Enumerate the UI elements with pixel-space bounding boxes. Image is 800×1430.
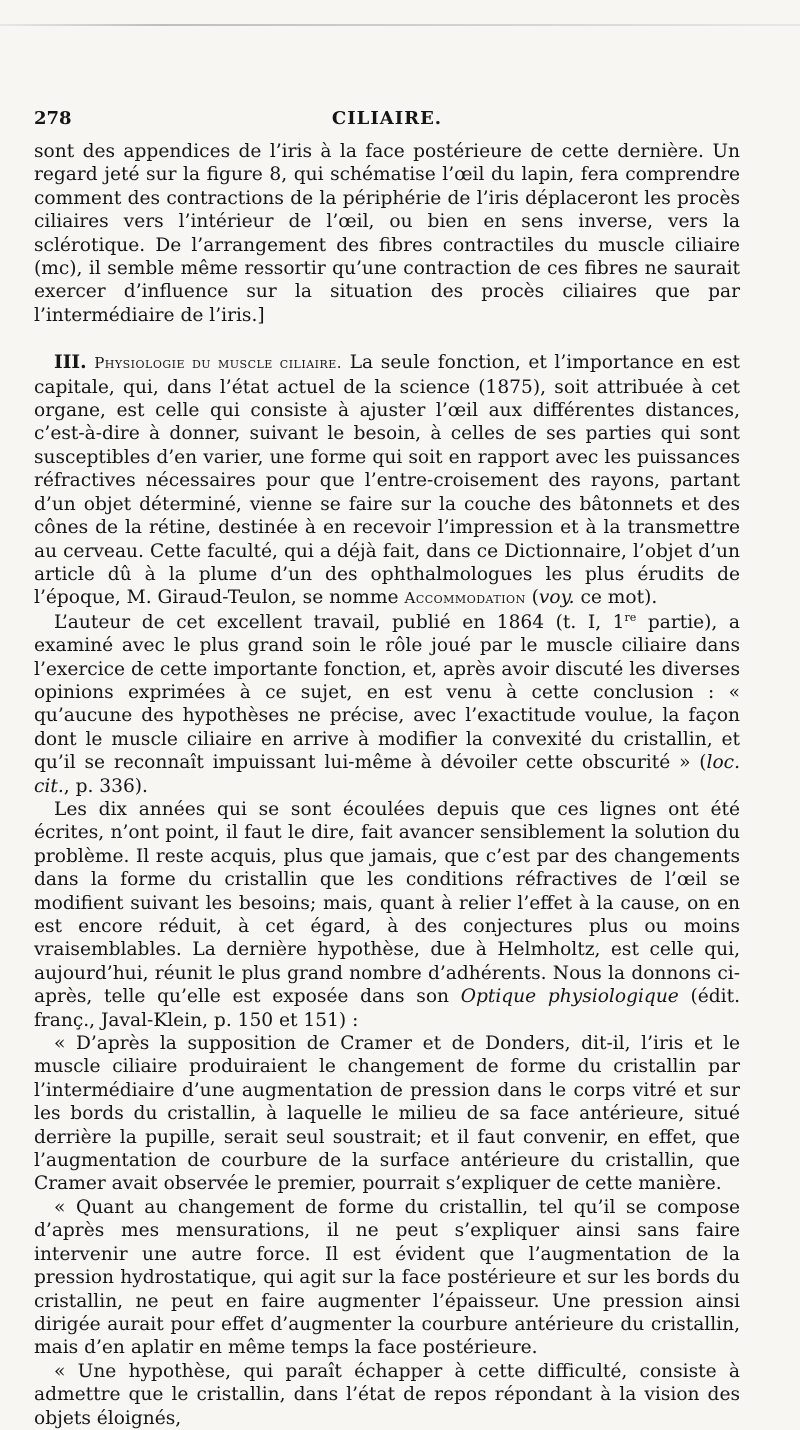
- page-number: 278: [34, 108, 72, 129]
- paragraph-ten-years: [34, 798, 740, 1032]
- running-title: CILIAIRE.: [331, 108, 443, 129]
- paragraph-quote-hypothesis: « Une hypothèse, qui paraît échapper à cette difficulté, consiste à admettre que le cristallin, dans l’état de repos répondant à la vision des objets éloignés,: [34, 1360, 740, 1429]
- superscript: re: [624, 610, 637, 624]
- scan-edge: [0, 24, 800, 26]
- paragraph-quote-cramer: « D’après la supposition de Cramer et de Donders, dit-il, l’iris et le muscle ciliaire produiraient le changement de forme du cristallin par l’intermédiaire d’une augmentation de pression dans le corps vitré et sur les bords du cristallin, à laquelle le milieu de sa face antérieure, situé derrière la pupille, serait seul soustrait; et il faut convenir, en effet, que l’augmentation de courbure de la surface antérieure du cristallin, que Cramer avait observée le premier, pourrait s’expliquer de cette manière.: [34, 1033, 740, 1195]
- book-page: [34, 100, 740, 1430]
- paragraph-continuation: sont des appendices de l’iris à la face postérieure de cette dernière. Un regard jeté sur la figure 8, qui schématise l’œil du lapin, fera comprendre comment des contractions de la périphérie de l’iris déplaceront les procès ciliaires vers l’intérieur de l’œil, ou bien en sens inverse, vers la sclérotique. De l’arrangement des fibres contractiles du muscle ciliaire (mc), il semble même ressortir qu’une contraction de ces fibres ne saurait exercer d’influence sur la situation des procès ciliaires que par l’intermédiaire de l’iris.]: [34, 141, 740, 326]
- paragraph-quote-shape: « Quant au changement de forme du cristallin, tel qu’il se compose d’après mes mensurations, il ne peut s’expliquer ainsi sans faire intervenir une autre force. Il est évident que l’augmentation de la pression hydrostatique, qui agit sur la face postérieure et sur les bords du cristallin, ne peut en faire augmenter l’épaisseur. Une pression ainsi dirigée aurait pour effet d’augmenter la courbure antérieure du cristallin, mais d’en aplatir en même temps la face postérieure.: [34, 1196, 740, 1359]
- section-number: III.: [54, 352, 87, 374]
- cross-reference-term: Accommodation: [404, 589, 526, 608]
- paragraph-text: , p. 336).: [63, 775, 148, 797]
- paragraph-author: [34, 611, 740, 798]
- ref-close: ce mot).: [574, 587, 658, 609]
- ref-open: (: [531, 587, 539, 609]
- paragraph-text: L’auteur de cet excellent travail, publié en 1864 (t. I, 1: [54, 611, 625, 633]
- paragraph-text: La seule fonction, et l’importance en est capitale, qui, dans l’état actuel de la science (1875), soit attribuée à cet organe, est celle qui consiste à ajuster l’œil aux différentes distances, c’est-à-dire à donner, suivant le besoin, à celles de ses parties qui sont susceptibles d’en varier, une forme qui soit en rapport avec les puissances réfractives nécessaires pour que l’entre-croisement des rayons, partant d’un objet déterminé, vienne se faire sur la couche des bâtonnets et des cônes de la rétine, destinée à en recevoir l’impression et à la transmettre au cerveau. Cette faculté, qui a déjà fait, dans ce Dictionnaire, l’objet d’un article dû à la plume d’un des ophthalmologues les plus érudits de l’époque, M. Giraud-Teulon, se nomme: [34, 352, 740, 609]
- book-title-italic: Optique physiologique: [460, 986, 679, 1008]
- ref-italic: voy.: [538, 587, 575, 609]
- paragraph-text: partie), a examiné avec le plus grand soin le rôle joué par le muscle ciliaire dans l’exercice de cette importante fonction, et, après avoir discuté les diverses opinions exprimées à ce sujet, en est venu à cette conclusion : « qu’aucune des hypothèses ne précise, avec l’exactitude voulue, la façon dont le muscle ciliaire en arrive à modifier la convexité du cristallin, et qu’il se reconnaît impuissant lui-même à dévoiler cette obscurité » (: [34, 611, 740, 774]
- citation-italic: loc. cit.: [34, 752, 740, 797]
- paragraph-text: (édit. franç., Javal-Klein, p. 150 et 151) :: [34, 986, 741, 1031]
- paragraph-text: Les dix années qui se sont écoulées depuis que ces lignes ont été écrites, n’ont point, il faut le dire, fait avancer sensiblement la solution du problème. Il reste acquis, plus que jamais, que c’est par des changements dans la forme du cristallin que les conditions réfractives de l’œil se modifient suivant les besoins; mais, quant à relier l’effet à la cause, on en est encore réduit, à cet égard, à des conjectures plus ou moins vraisemblables. La dernière hypothèse, due à Helmholtz, est celle qui, aujourd’hui, réunit le plus grand nombre d’adhérents. Nous la donnons ci-après, telle qu’elle est exposée dans son: [34, 798, 740, 1008]
- section-title: Physiologie du muscle ciliaire.: [94, 354, 343, 373]
- page-header: [34, 100, 740, 140]
- paragraph-section-physiology: [34, 351, 740, 610]
